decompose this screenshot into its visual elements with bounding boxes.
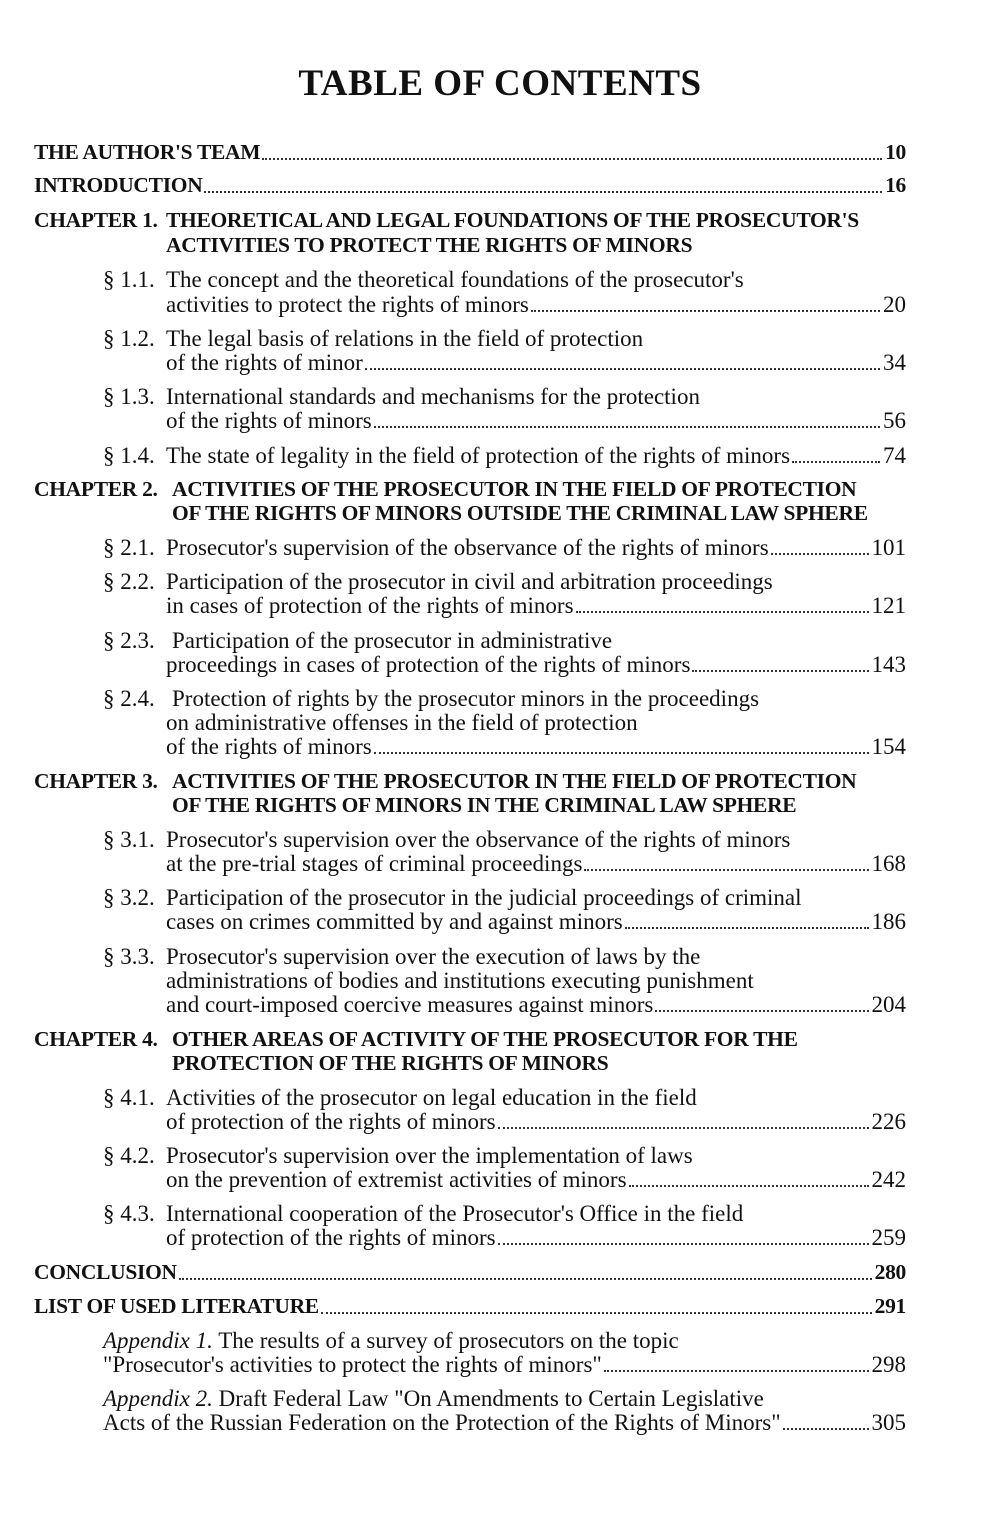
chapter-title-line: OF THE RIGHTS OF MINORS IN THE CRIMINAL LAW SPHERE <box>172 793 797 817</box>
page-number: 20 <box>883 292 906 317</box>
leader-dots <box>321 1312 872 1314</box>
page-number: 34 <box>883 350 906 375</box>
section-title-line: Prosecutor's supervision of the observance of the rights of minors <box>166 535 769 560</box>
appendix-first-line <box>103 1328 679 1353</box>
section-number: § 2.4. <box>103 686 155 711</box>
section-last-line <box>166 593 906 618</box>
page-number: 74 <box>883 443 906 468</box>
section-title-line: Protection of rights by the prosecutor minors in the proceedings <box>172 686 760 711</box>
page-number: 143 <box>871 652 906 677</box>
section-title-line: Prosecutor's supervision over the implementation of laws <box>166 1143 693 1168</box>
leader-dots <box>204 191 882 193</box>
chapter-title-line: PROTECTION OF THE RIGHTS OF MINORS <box>172 1051 609 1075</box>
chapter-title-line: OF THE RIGHTS OF MINORS OUTSIDE THE CRIMINAL LAW SPHERE <box>172 501 868 525</box>
section-number: § 3.1. <box>103 827 155 852</box>
section-number: § 1.1. <box>103 267 155 292</box>
appendix-title-line: The results of a survey of prosecutors on the topic <box>212 1328 679 1353</box>
section-last-line <box>166 292 906 317</box>
leader-dots <box>783 1428 869 1430</box>
appendix-last-line <box>103 1410 906 1435</box>
leader-dots <box>531 310 880 312</box>
page-number: 291 <box>874 1294 906 1318</box>
page-number: 56 <box>883 408 906 433</box>
leader-dots <box>262 158 882 160</box>
page-number: 242 <box>871 1167 906 1192</box>
page-number: 186 <box>871 909 906 934</box>
leader-dots <box>771 553 869 555</box>
section-title-line: Prosecutor's supervision over the observance of the rights of minors <box>166 827 791 852</box>
entry-text: INTRODUCTION <box>34 173 203 197</box>
appendix-title-line: Draft Federal Law "On Amendments to Certain Legislative <box>212 1386 764 1411</box>
page-number: 101 <box>871 535 906 560</box>
section-last-line <box>166 535 906 560</box>
section-title-line: cases on crimes committed by and against minors <box>166 909 623 934</box>
chapter-label: CHAPTER 3. <box>34 769 158 793</box>
chapter-label: CHAPTER 2. <box>34 477 158 501</box>
page-number: 280 <box>874 1260 906 1284</box>
page-number: 154 <box>871 734 906 759</box>
section-number: § 4.3. <box>103 1201 155 1226</box>
section-last-line <box>166 350 906 375</box>
leader-dots <box>629 1185 869 1187</box>
page-number: 259 <box>871 1225 906 1250</box>
section-number: § 2.1. <box>103 535 155 560</box>
section-title-line: Prosecutor's supervision over the execution of laws by the <box>166 944 701 969</box>
page-title: TABLE OF CONTENTS <box>298 63 702 104</box>
leader-dots <box>365 368 880 370</box>
section-title-line: of the rights of minors <box>166 408 372 433</box>
chapter-title-line: THEORETICAL AND LEGAL FOUNDATIONS OF THE PROSECUTOR'S <box>166 208 859 232</box>
section-last-line <box>166 408 906 433</box>
toc-entry-literature[interactable] <box>34 1294 906 1319</box>
page-number: 16 <box>885 173 906 197</box>
section-title-line: The legal basis of relations in the field of protection <box>166 326 644 351</box>
section-title-line: International standards and mechanisms for the protection <box>166 384 700 409</box>
section-title-line: of protection of the rights of minors <box>166 1225 496 1250</box>
section-title-line: administrations of bodies and institutions executing punishment <box>166 968 754 993</box>
section-number: § 4.1. <box>103 1085 155 1110</box>
leader-dots <box>604 1370 869 1372</box>
chapter-title-line: ACTIVITIES TO PROTECT THE RIGHTS OF MINORS <box>166 233 693 257</box>
section-last-line <box>166 1109 906 1134</box>
section-number: § 4.2. <box>103 1143 155 1168</box>
chapter-label: CHAPTER 1. <box>34 208 158 232</box>
leader-dots <box>576 611 869 613</box>
section-title-line: The concept and the theoretical foundations of the prosecutor's <box>166 267 744 292</box>
section-last-line <box>166 1167 906 1192</box>
section-title-line: Participation of the prosecutor in the judicial proceedings of criminal <box>166 885 802 910</box>
leader-dots <box>625 927 869 929</box>
section-title-line: of the rights of minors <box>166 734 372 759</box>
appendix-label: Appendix 1. <box>103 1328 213 1353</box>
leader-dots <box>498 1243 869 1245</box>
entry-text: THE AUTHOR'S TEAM <box>34 140 261 164</box>
leader-dots <box>374 426 880 428</box>
section-title-line: on the prevention of extremist activities of minors <box>166 1167 627 1192</box>
page-number: 168 <box>871 851 906 876</box>
toc-entry-introduction[interactable] <box>34 173 906 198</box>
section-title-line: of the rights of minor <box>166 350 363 375</box>
section-last-line <box>166 992 906 1017</box>
appendix-title-line: "Prosecutor's activities to protect the rights of minors" <box>103 1352 602 1377</box>
section-last-line <box>166 1225 906 1250</box>
section-title-line: on administrative offenses in the field of protection <box>166 710 638 735</box>
appendix-last-line <box>103 1352 906 1377</box>
section-title-line: at the pre-trial stages of criminal proceedings <box>166 851 583 876</box>
section-title-line: Activities of the prosecutor on legal education in the field <box>166 1085 697 1110</box>
appendix-title-line: Acts of the Russian Federation on the Protection of the Rights of Minors" <box>103 1410 781 1435</box>
section-last-line <box>166 851 906 876</box>
page-number: 226 <box>871 1109 906 1134</box>
leader-dots <box>692 670 868 672</box>
section-number: § 1.4. <box>103 443 155 468</box>
entry-text: CONCLUSION <box>34 1260 177 1284</box>
section-title-line: The state of legality in the field of protection of the rights of minors <box>166 443 791 468</box>
section-last-line <box>166 652 906 677</box>
leader-dots <box>498 1127 869 1129</box>
section-title-line: and court-imposed coercive measures against minors <box>166 992 654 1017</box>
section-title-line: International cooperation of the Prosecutor's Office in the field <box>166 1201 744 1226</box>
section-title-line: of protection of the rights of minors <box>166 1109 496 1134</box>
section-number: § 3.2. <box>103 885 155 910</box>
section-number: § 1.2. <box>103 326 155 351</box>
toc-entry-authors-team[interactable] <box>34 140 906 165</box>
toc-entry-conclusion[interactable] <box>34 1260 906 1285</box>
leader-dots <box>374 752 869 754</box>
page-number: 121 <box>871 593 906 618</box>
appendix-label: Appendix 2. <box>103 1386 213 1411</box>
chapter-title-line: ACTIVITIES OF THE PROSECUTOR IN THE FIELD OF PROTECTION <box>172 769 857 793</box>
page-number: 305 <box>871 1410 906 1435</box>
section-last-line <box>166 734 906 759</box>
section-title-line: in cases of protection of the rights of minors <box>166 593 574 618</box>
section-number: § 3.3. <box>103 944 155 969</box>
appendix-first-line <box>103 1386 764 1411</box>
section-last-line <box>166 443 906 468</box>
page-number: 298 <box>871 1352 906 1377</box>
page-number: 10 <box>885 140 906 164</box>
page-number: 204 <box>871 992 906 1017</box>
section-title-line: proceedings in cases of protection of the rights of minors <box>166 652 691 677</box>
section-number: § 2.2. <box>103 569 155 594</box>
section-last-line <box>166 909 906 934</box>
chapter-title-line: OTHER AREAS OF ACTIVITY OF THE PROSECUTOR FOR THE <box>172 1027 798 1051</box>
section-title-line: Participation of the prosecutor in administrative <box>172 628 613 653</box>
section-title-line: Participation of the prosecutor in civil and arbitration proceedings <box>166 569 773 594</box>
chapter-title-line: ACTIVITIES OF THE PROSECUTOR IN THE FIELD OF PROTECTION <box>172 477 857 501</box>
section-number: § 1.3. <box>103 384 155 409</box>
entry-text: LIST OF USED LITERATURE <box>34 1294 319 1318</box>
leader-dots <box>179 1278 872 1280</box>
chapter-label: CHAPTER 4. <box>34 1027 158 1051</box>
section-title-line: activities to protect the rights of minors <box>166 292 529 317</box>
section-number: § 2.3. <box>103 628 155 653</box>
leader-dots <box>584 869 868 871</box>
leader-dots <box>792 461 880 463</box>
leader-dots <box>655 1010 868 1012</box>
